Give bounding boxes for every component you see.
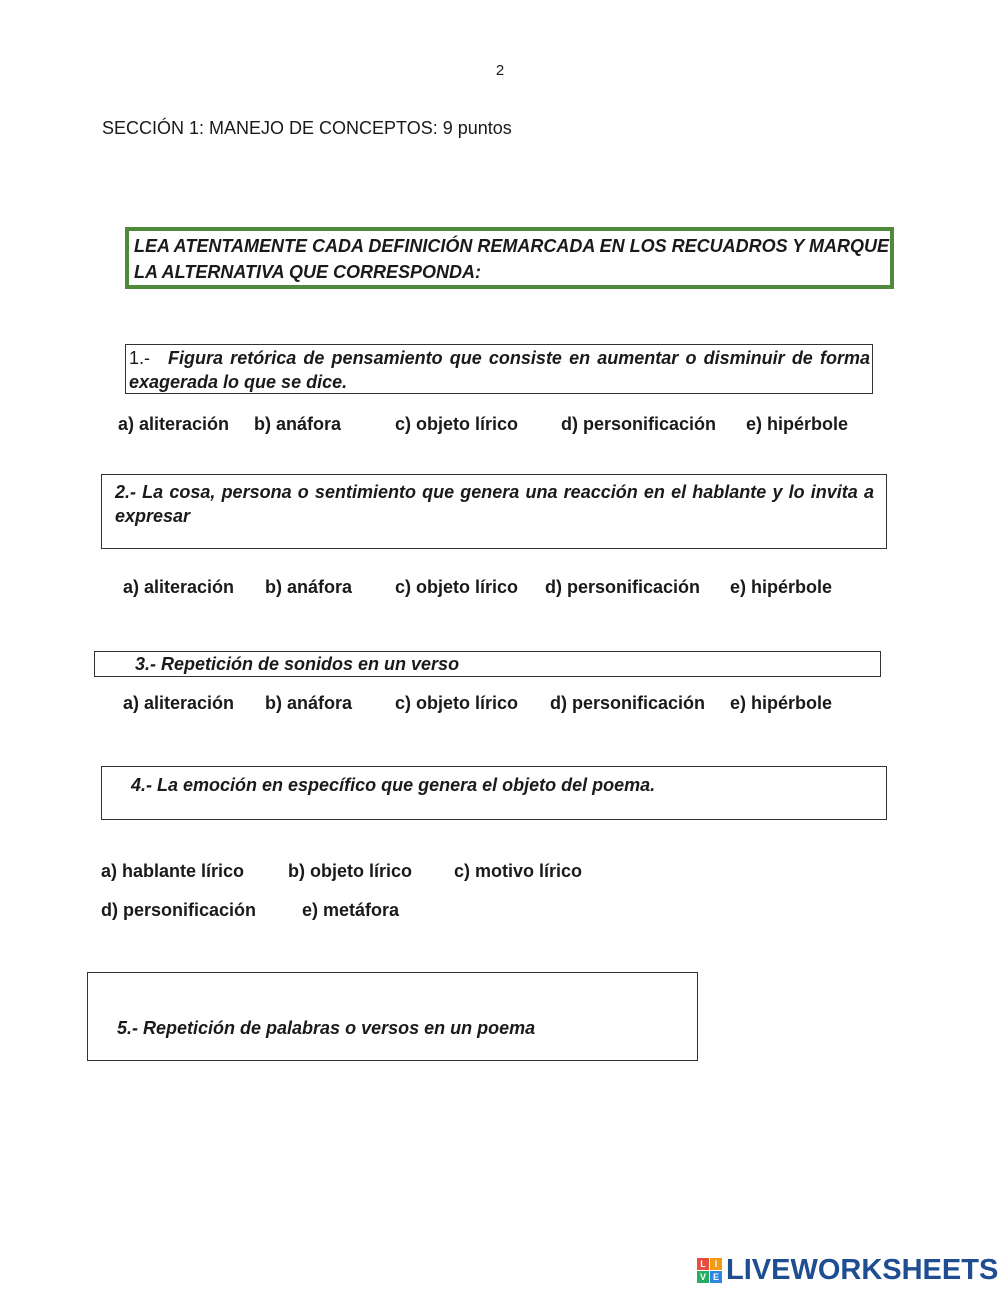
option-d[interactable]: d) personificación [550,693,706,713]
question-4-options-row2 [0,900,1000,924]
question-4-options-row1 [0,861,1000,885]
option-b[interactable]: b) objeto lírico [288,861,412,881]
question-4-text: 4.- La emoción en específico que genera el objeto del poema. [131,775,656,795]
option-c[interactable]: c) objeto lírico [395,577,519,597]
question-2-text: 2.- La cosa, persona o sentimiento que genera una reacción en el hablante y lo invita a expresar [115,482,874,526]
logo-blocks-icon [697,1258,722,1283]
liveworksheets-logo [697,1252,998,1288]
question-5-text: 5.- Repetición de palabras o versos en un poema [117,1018,536,1038]
option-b[interactable]: b) anáfora [265,577,353,597]
option-a[interactable]: a) hablante lírico [101,861,245,881]
option-e[interactable]: e) hipérbole [730,577,833,597]
option-d[interactable]: d) personificación [101,900,257,920]
option-a[interactable]: a) aliteración [123,577,235,597]
question-1-box [125,344,873,394]
option-c[interactable]: c) objeto lírico [395,693,519,713]
question-1-text: Figura retórica de pensamiento que consiste en aumentar o disminuir de forma exagerada lo que se dice. [129,348,870,392]
instruction-text: LEA ATENTAMENTE CADA DEFINICIÓN REMARCADA EN LOS RECUADROS Y MARQUE LA ALTERNATIVA QUE CORRESPONDA: [134,236,890,282]
logo-text: LIVEWORKSHEETS [726,1253,999,1286]
question-2-options [0,577,1000,601]
question-5-box [87,972,698,1061]
option-d[interactable]: d) personificación [561,414,717,434]
logo-block: I [710,1258,722,1270]
question-3-box [94,651,881,677]
option-a[interactable]: a) aliteración [118,414,230,434]
question-3-text: 3.- Repetición de sonidos en un verso [135,654,460,674]
option-b[interactable]: b) anáfora [254,414,342,434]
option-c[interactable]: c) objeto lírico [395,414,519,434]
question-1-number: 1.- [129,348,151,368]
instruction-box [125,227,894,289]
question-4-box [101,766,887,820]
question-2-box [101,474,887,549]
question-3-options [0,693,1000,717]
option-a[interactable]: a) aliteración [123,693,235,713]
logo-block: L [697,1258,709,1270]
option-e[interactable]: e) hipérbole [746,414,849,434]
section-title: SECCIÓN 1: MANEJO DE CONCEPTOS: 9 puntos [102,118,512,138]
option-e[interactable]: e) metáfora [302,900,400,920]
question-1-options [0,414,1000,438]
option-c[interactable]: c) motivo lírico [454,861,583,881]
option-e[interactable]: e) hipérbole [730,693,833,713]
option-b[interactable]: b) anáfora [265,693,353,713]
page-number: 2 [495,62,505,79]
logo-block: E [710,1271,722,1283]
option-d[interactable]: d) personificación [545,577,701,597]
logo-block: V [697,1271,709,1283]
